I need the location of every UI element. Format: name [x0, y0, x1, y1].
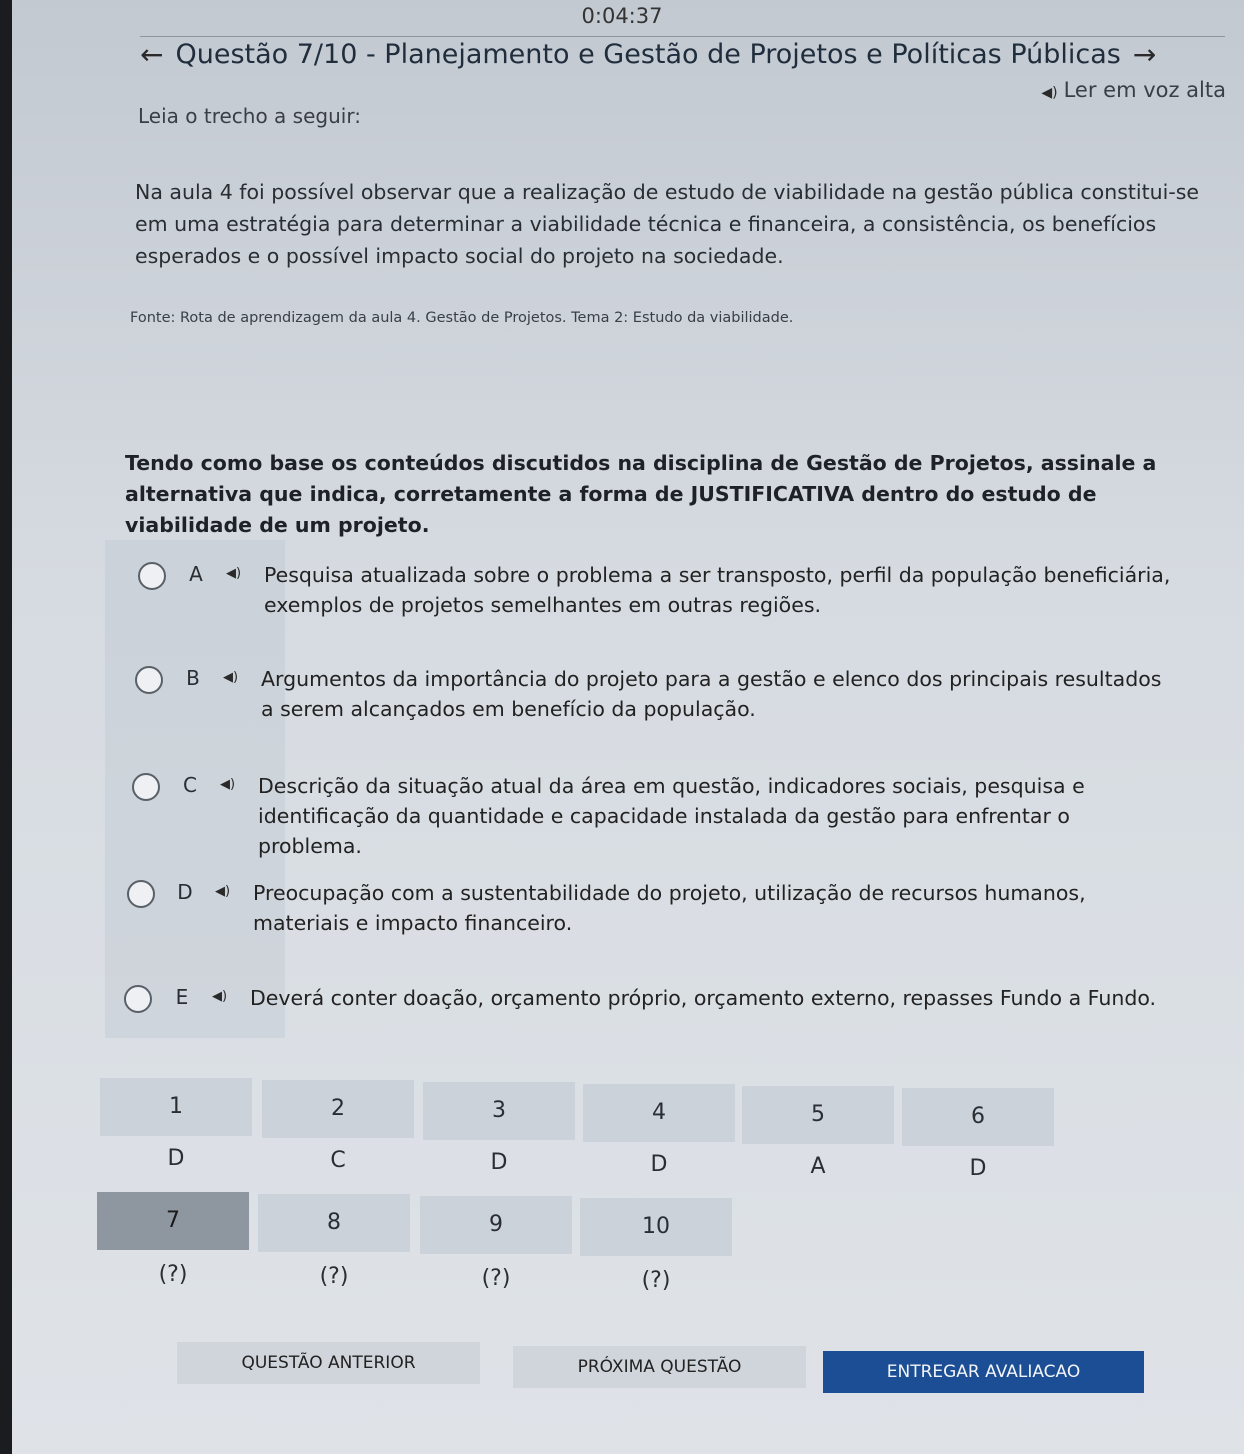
option-c-radio[interactable]	[132, 773, 160, 801]
grid-answer-9: (?)	[481, 1266, 511, 1291]
option-a-letter: A	[189, 562, 203, 586]
source-citation: Fonte: Rota de aprendizagem da aula 4. Gestão de Projetos. Tema 2: Estudo da viabilidade.	[130, 310, 794, 326]
grid-question-2[interactable]: 2	[262, 1080, 414, 1138]
option-d-letter: D	[177, 880, 193, 904]
option-e-radio[interactable]	[124, 985, 152, 1013]
option-a[interactable]	[138, 560, 1179, 620]
grid-answer-4: D	[650, 1152, 668, 1177]
grid-answer-3: D	[490, 1150, 508, 1175]
timer: 0:04:37	[581, 4, 663, 28]
grid-question-6[interactable]: 6	[902, 1088, 1054, 1146]
screen-bezel	[0, 0, 12, 1454]
option-e-letter: E	[175, 985, 189, 1009]
grid-answer-5: A	[810, 1154, 826, 1179]
grid-question-7[interactable]: 7	[97, 1192, 249, 1250]
grid-answer-6: D	[969, 1156, 987, 1181]
next-question-button[interactable]: PRÓXIMA QUESTÃO	[513, 1346, 806, 1388]
grid-question-4[interactable]: 4	[583, 1084, 735, 1142]
question-title: Questão 7/10 - Planejamento e Gestão de Projetos e Políticas Públicas	[175, 39, 1121, 70]
read-aloud-button[interactable]	[1041, 78, 1226, 102]
option-a-speaker-icon[interactable]: ◀)	[226, 566, 242, 581]
speaker-icon: ◀)	[1041, 85, 1058, 101]
next-question-arrow-icon[interactable]: →	[1132, 38, 1157, 71]
question-text: Tendo como base os conteúdos discutidos na disciplina de Gestão de Projetos, assinale a alternativa que indica, corretamente a forma de JUSTIFICATIVA dentro do estudo de viabilidade de um projeto.	[125, 451, 1157, 537]
option-c-speaker-icon[interactable]: ◀)	[220, 777, 236, 792]
grid-question-8[interactable]: 8	[258, 1194, 410, 1252]
grid-answer-1: D	[167, 1146, 185, 1171]
grid-answer-10: (?)	[641, 1268, 671, 1293]
option-c[interactable]	[132, 771, 1173, 861]
submit-evaluation-button[interactable]: ENTREGAR AVALIACAO	[823, 1351, 1144, 1393]
grid-question-10[interactable]: 10	[580, 1198, 732, 1256]
option-b-radio[interactable]	[135, 666, 163, 694]
read-aloud-label: Ler em voz alta	[1063, 78, 1226, 102]
option-b[interactable]	[135, 664, 1176, 724]
previous-question-button[interactable]: QUESTÃO ANTERIOR	[177, 1342, 480, 1384]
option-e[interactable]	[124, 983, 1165, 1013]
option-b-speaker-icon[interactable]: ◀)	[223, 670, 239, 685]
option-d-speaker-icon[interactable]: ◀)	[215, 884, 231, 899]
option-c-letter: C	[183, 773, 197, 797]
option-b-letter: B	[186, 666, 200, 690]
lead-text: Leia o trecho a seguir:	[138, 104, 361, 128]
option-e-text: Deverá conter doação, orçamento próprio, orçamento externo, repasses Fundo a Fundo.	[250, 986, 1157, 1010]
grid-question-3[interactable]: 3	[423, 1082, 575, 1140]
option-e-speaker-icon[interactable]: ◀)	[212, 989, 228, 1004]
grid-question-1[interactable]: 1	[100, 1078, 252, 1136]
grid-question-5[interactable]: 5	[742, 1086, 894, 1144]
header-divider	[140, 36, 1225, 37]
option-a-text: Pesquisa atualizada sobre o problema a ser transposto, perfil da população beneficiária, exemplos de projetos semelhantes em outras regiões.	[264, 563, 1171, 617]
passage-text: Na aula 4 foi possível observar que a realização de estudo de viabilidade na gestão pública constitui-se em uma estratégia para determinar a viabilidade técnica e financeira, a consistência, os benefícios esperados e o possível impacto social do projeto na sociedade.	[135, 180, 1200, 268]
prev-question-arrow-icon[interactable]: ←	[140, 38, 164, 71]
grid-answer-8: (?)	[319, 1264, 349, 1289]
grid-question-9[interactable]: 9	[420, 1196, 572, 1254]
option-d-radio[interactable]	[127, 880, 155, 908]
option-b-text: Argumentos da importância do projeto para a gestão e elenco dos principais resultados a serem alcançados em benefício da população.	[261, 667, 1162, 721]
grid-answer-2: C	[330, 1148, 346, 1173]
grid-answer-7: (?)	[158, 1262, 188, 1287]
option-c-text: Descrição da situação atual da área em questão, indicadores sociais, pesquisa e identificação da quantidade e capacidade instalada da gestão para enfrentar o problema.	[258, 774, 1085, 858]
option-d-text: Preocupação com a sustentabilidade do projeto, utilização de recursos humanos, materiais e impacto financeiro.	[253, 881, 1086, 935]
option-a-radio[interactable]	[138, 562, 166, 590]
option-d[interactable]	[127, 878, 1168, 938]
question-header	[140, 38, 1156, 71]
